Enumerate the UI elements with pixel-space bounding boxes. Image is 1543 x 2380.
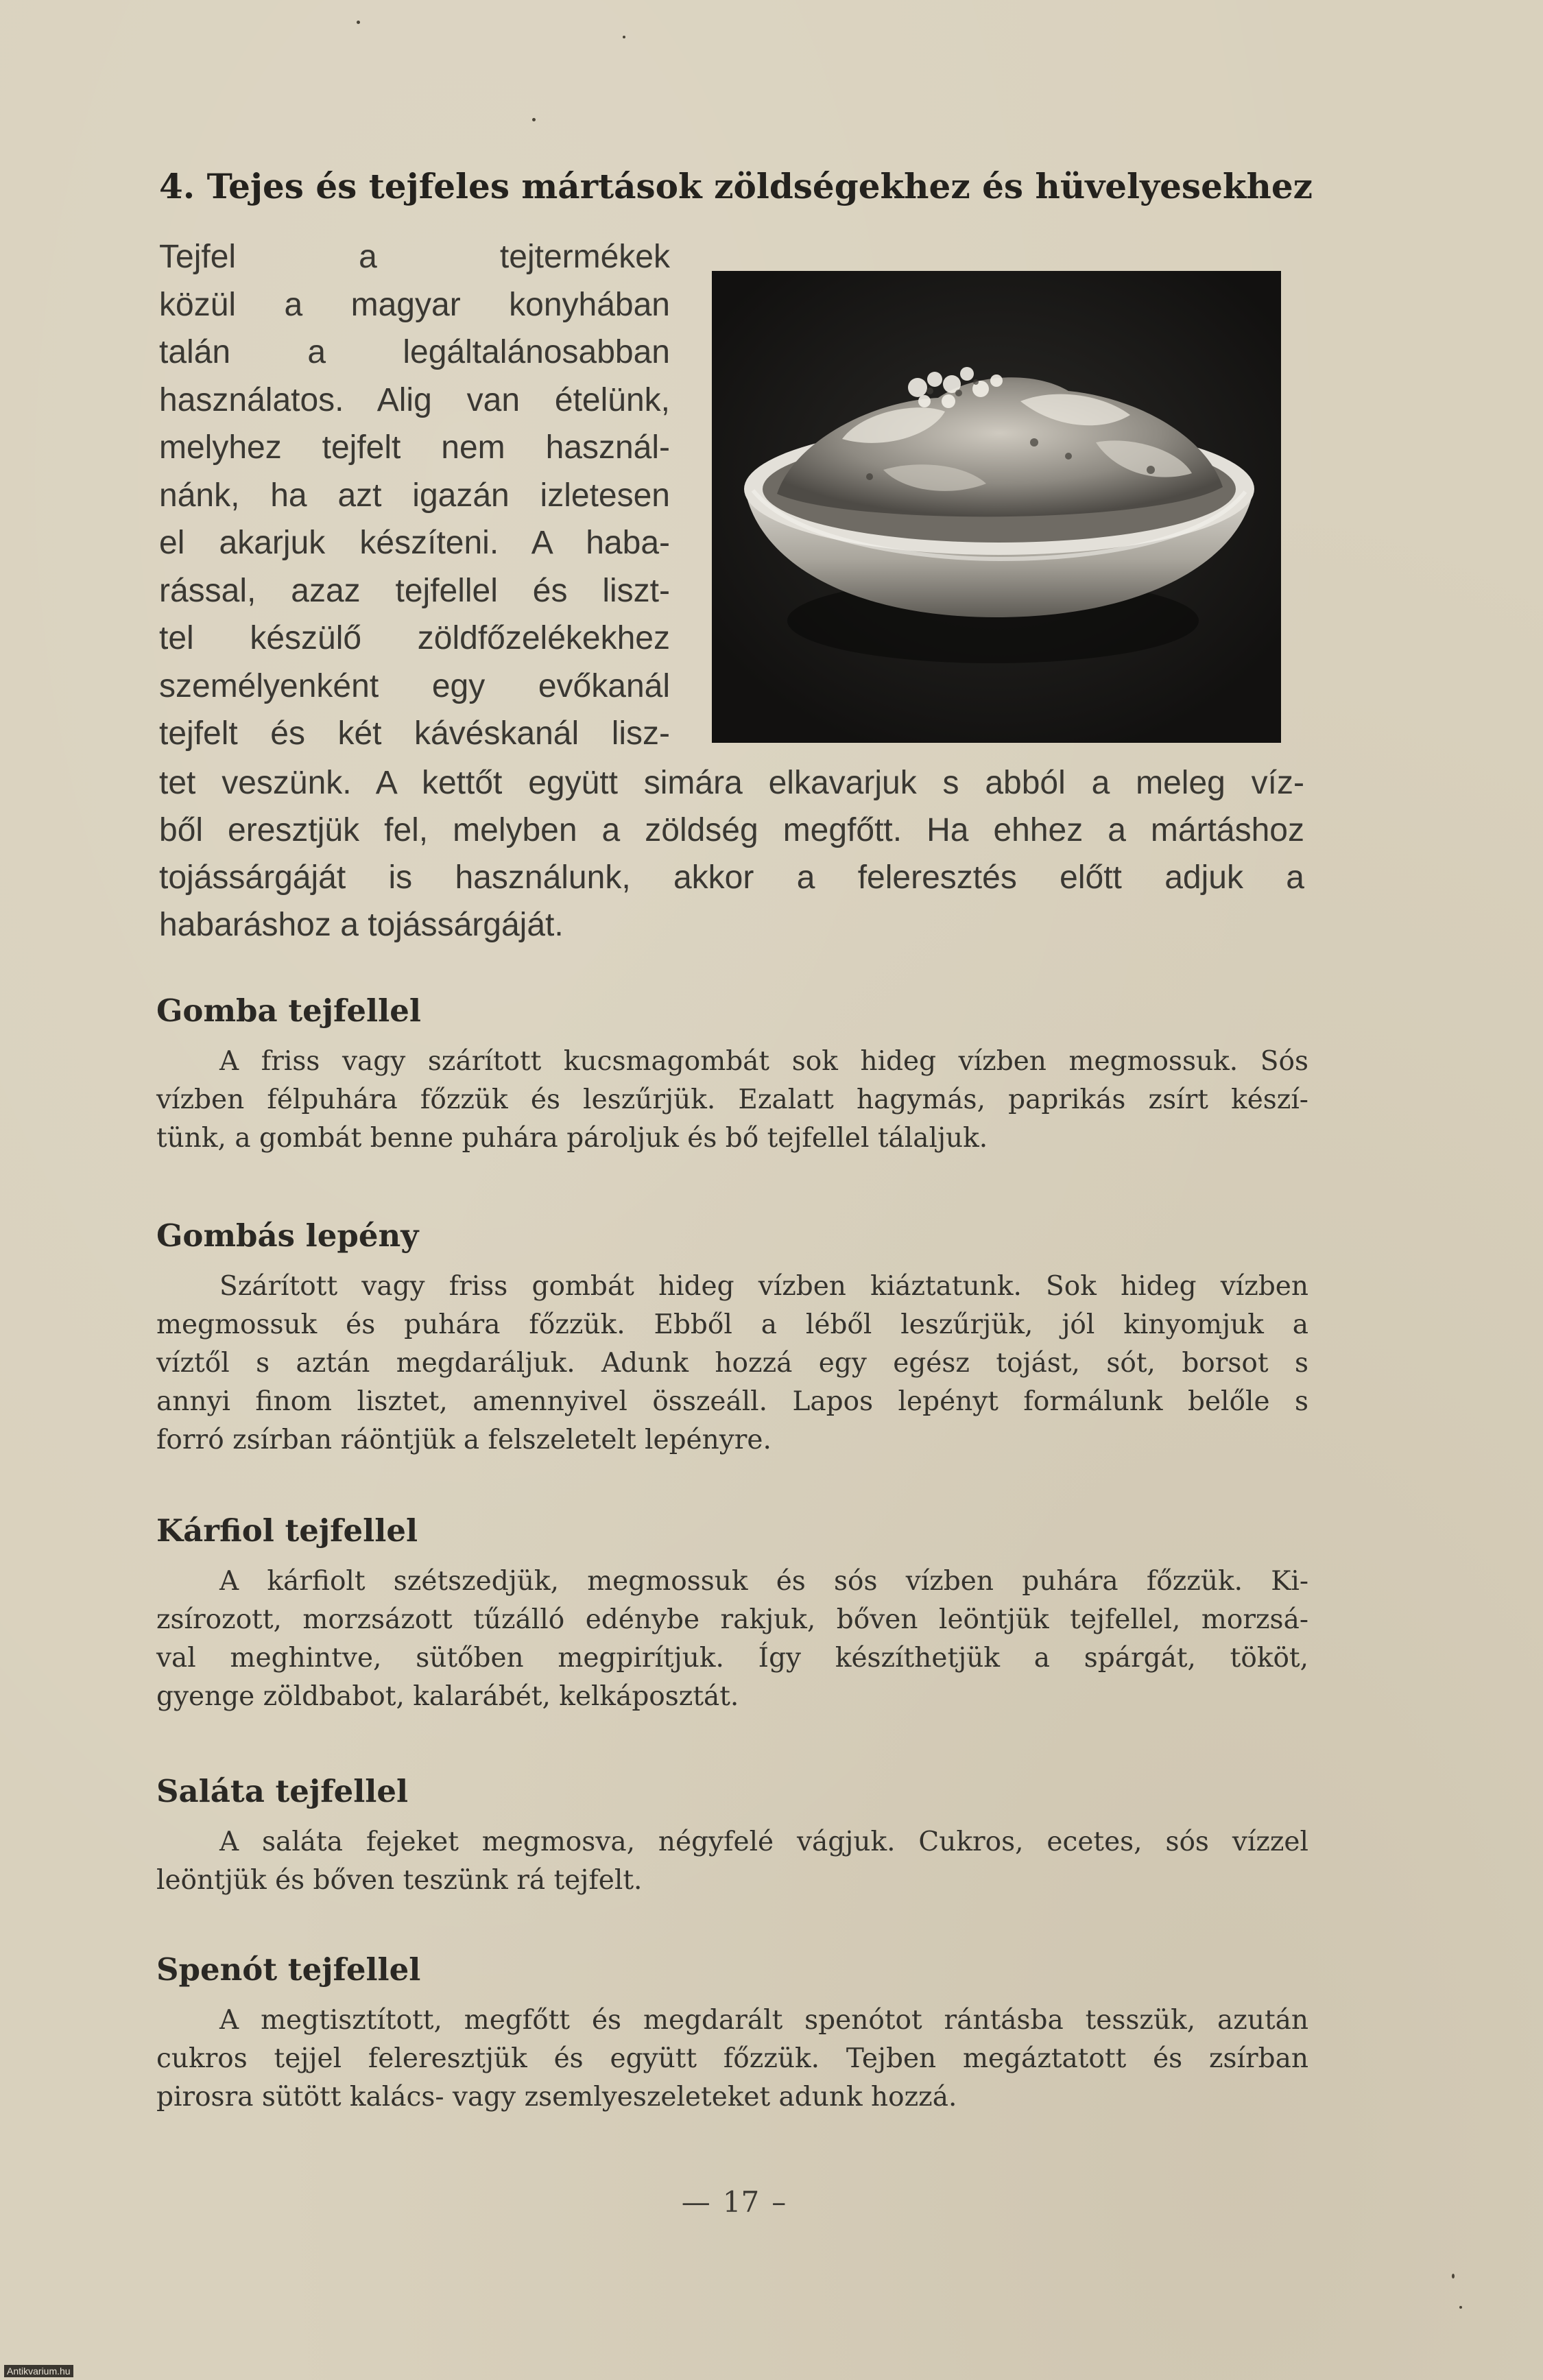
page-number-dash: — [681, 2185, 710, 2219]
recipe-body [156, 2001, 1308, 2117]
recipe-line: val meghintve, sütőben megpirítjuk. Így készíthetjük a spárgát, tököt, [156, 1643, 1308, 1674]
recipe-line: zsírozott, morzsázott tűzálló edénybe rakjuk, bőven leöntjük tejfellel, morzsá- [156, 1604, 1308, 1635]
paper-speck [1459, 2306, 1462, 2309]
recipe-line: vízben félpuhára főzzük és leszűrjük. Ezalatt hagymás, paprikás zsírt készí- [156, 1084, 1308, 1115]
page-number [0, 2185, 1468, 2219]
intro-line: habaráshoz a tojássárgáját. [159, 907, 564, 943]
recipe-line: A saláta fejeket megmosva, négyfelé vágjuk. Cukros, ecetes, sós vízzel [219, 1826, 1308, 1857]
recipe-line: Szárított vagy friss gombát hideg vízben kiáztatunk. Sok hideg vízben [219, 1271, 1308, 1302]
recipe-title: Spenót tejfellel [156, 1951, 421, 1988]
recipe-title: Gomba tejfellel [156, 992, 421, 1029]
intro-line: nánk, ha azt igazán izletesen [159, 477, 670, 514]
recipe-spenot-tejfellel [156, 1951, 1308, 2117]
recipe-salata-tejfellel [156, 1773, 1308, 1900]
recipe-title: Kárfiol tejfellel [156, 1512, 418, 1549]
recipe-title: Saláta tejfellel [156, 1773, 409, 1809]
intro-wrapped-text [159, 233, 670, 758]
watermark: Antikvarium.hu [4, 2365, 73, 2377]
recipe-gomba-tejfellel [156, 992, 1308, 1158]
recipe-line: A megtisztított, megfőtt és megdarált spenótot rántásba tesszük, azután [219, 2005, 1308, 2036]
recipe-line: megmossuk és puhára főzzük. Ebből a léből leszűrjük, jól kinyomjuk a [156, 1309, 1308, 1340]
paper-speck [623, 36, 625, 38]
recipe-line: pirosra sütött kalács- vagy zsemlyeszeleteket adunk hozzá. [156, 2082, 957, 2113]
paper-speck [532, 118, 536, 121]
paper-speck [1452, 2274, 1455, 2278]
recipe-line: gyenge zöldbabot, kalarábét, kelkáposztát. [156, 1681, 739, 1712]
page-number-dash: – [772, 2185, 787, 2219]
section-heading: 4. Tejes és tejfeles mártások zöldségekhez és hüvelyesekhez [159, 166, 1313, 206]
intro-line: talán a legáltalánosabban [159, 334, 670, 370]
recipe-line: annyi finom lisztet, amennyivel összeáll. Lapos lepényt formálunk belőle s [156, 1386, 1308, 1417]
intro-line: tojássárgáját is használunk, akkor a feleresztés előtt adjuk a [159, 859, 1304, 896]
recipe-karfiol-tejfellel [156, 1512, 1308, 1716]
recipe-line: leöntjük és bőven teszünk rá tejfelt. [156, 1865, 643, 1896]
recipe-line: forró zsírban ráöntjük a felszeletelt lepényre. [156, 1425, 772, 1455]
intro-line: melyhez tejfelt nem használ- [159, 429, 670, 466]
intro-line: el akarjuk készíteni. A haba- [159, 525, 670, 561]
recipe-title: Gombás lepény [156, 1217, 419, 1254]
paper-speck [357, 21, 360, 24]
recipe-body [156, 1268, 1308, 1460]
recipe-body [156, 1562, 1308, 1716]
dish-photo-icon [712, 271, 1281, 743]
intro-line: tel készülő zöldfőzelékekhez [159, 620, 670, 656]
recipe-line: cukros tejjel feleresztjük és együtt főzzük. Tejben megáztatott és zsírban [156, 2043, 1308, 2074]
intro-line: rással, azaz tejfellel és liszt- [159, 572, 670, 609]
recipe-body [156, 1823, 1308, 1900]
recipe-line: A friss vagy szárított kucsmagombát sok hideg vízben megmossuk. Sós [219, 1046, 1308, 1077]
intro-line: használatos. Alig van ételünk, [159, 381, 670, 418]
recipe-line: víztől s aztán megdaráljuk. Adunk hozzá egy egész tojást, sót, borsot s [156, 1348, 1308, 1379]
page-number-value: 17 [722, 2185, 760, 2219]
dish-photo [712, 271, 1281, 743]
intro-line: közül a magyar konyhában [159, 286, 670, 323]
recipe-body [156, 1043, 1308, 1158]
intro-line: Tejfel a tejtermékek [159, 239, 670, 275]
intro-full-text [159, 759, 1304, 949]
recipe-line: tünk, a gombát benne puhára pároljuk és bő tejfellel tálaljuk. [156, 1123, 988, 1154]
intro-line: ből eresztjük fel, melyben a zöldség megfőtt. Ha ehhez a mártáshoz [159, 812, 1304, 848]
intro-line: tejfelt és két kávéskanál lisz- [159, 715, 670, 752]
recipe-line: A kárfiolt szétszedjük, megmossuk és sós vízben puhára főzzük. Ki- [219, 1566, 1308, 1597]
intro-line: tet veszünk. A kettőt együtt simára elkavarjuk s abból a meleg víz- [159, 765, 1304, 801]
recipe-gombas-lepeny [156, 1217, 1308, 1460]
intro-line: személyenként egy evőkanál [159, 667, 670, 704]
